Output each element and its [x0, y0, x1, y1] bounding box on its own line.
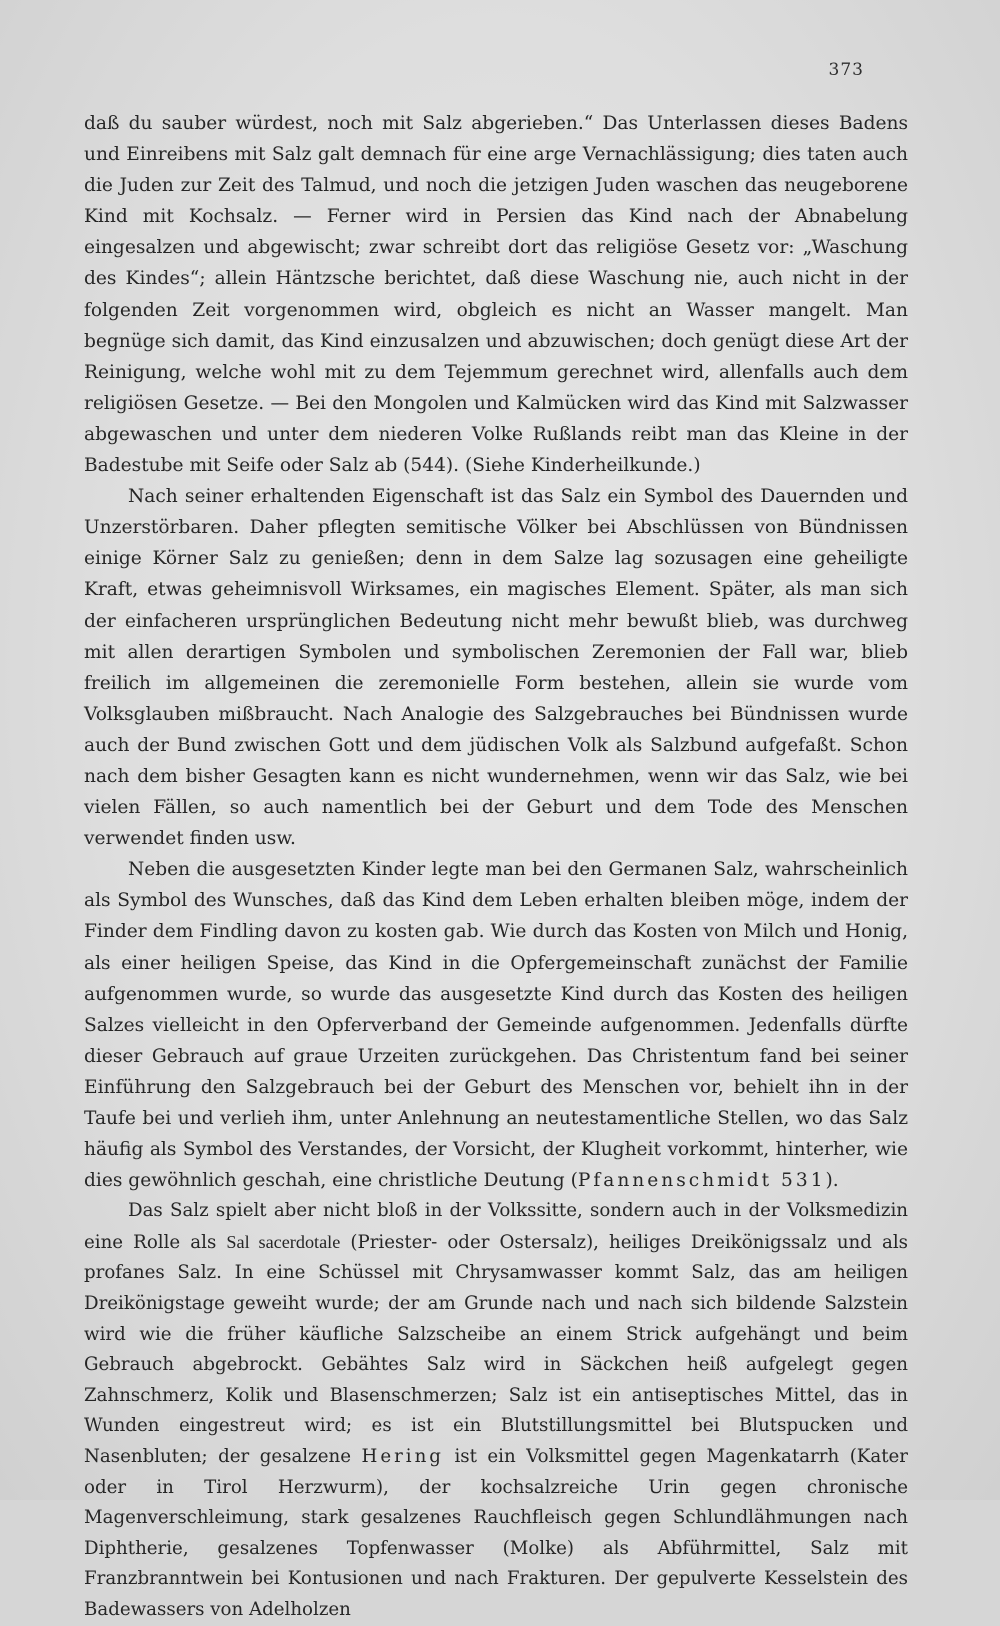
paragraph-3-end: ). [825, 1170, 839, 1192]
body-text [84, 108, 908, 1626]
paragraph-1: daß du sauber würdest, noch mit Salz abgerieben.“ Das Unterlassen dieses Badens und Einreibens mit Salz galt demnach für eine arge Vernachlässigung; dies taten auch die Juden zur Zeit des Talmud, und noch die jetzigen Juden waschen das neugeborene Kind mit Kochsalz. — Ferner wird in Persien das Kind nach der Abnabelung eingesalzen und abgewischt; zwar schreibt dort das religiöse Gesetz vor: „Waschung des Kindes“; allein Häntzsche berichtet, daß diese Waschung nie, auch nicht in der folgenden Zeit vorgenommen wird, obgleich es nicht an Wasser mangelt. Man begnüge sich damit, das Kind einzusalzen und abzuwischen; doch genügt diese Art der Reinigung, welche wohl mit zu dem Tejemmum gerechnet wird, allenfalls auch dem religiösen Gesetze. — Bei den Mongolen und Kalmücken wird das Kind mit Salzwasser abgewaschen und unter dem niederen Volke Rußlands reibt man das Kleine in der Badestube mit Seife oder Salz ab (544). (Siehe Kinderheilkunde.) [84, 113, 908, 477]
paragraph-4 [84, 1196, 908, 1625]
latin-term: Sal sacerdotale [226, 1231, 341, 1252]
paragraph-4-text-a: Das Salz spielt aber nicht bloß in der Volkssitte, sondern auch in der Volksmedizin eine Rolle als [84, 1200, 908, 1253]
page-number: 373 [828, 60, 864, 80]
paragraph-2: Nach seiner erhaltenden Eigenschaft ist das Salz ein Symbol des Dauernden und Unzerstörbaren. Daher pflegten semitische Völker bei Abschlüssen von Bündnissen einige Körner Salz zu genießen; denn in dem Salze lag sozusagen eine geheiligte Kraft, etwas geheimnisvoll Wirksames, ein magisches Element. Später, als man sich der einfacheren ursprünglichen Bedeutung nicht mehr bewußt blieb, was durchweg mit allen derartigen Symbolen und symbolischen Zeremonien der Fall war, blieb freilich im allgemeinen die zeremonielle Form bestehen, allein sie wurde vom Volksglauben mißbraucht. Nach Analogie des Salzgebrauches bei Bündnissen wurde auch der Bund zwischen Gott und dem jüdischen Volk als Salzbund aufgefaßt. Schon nach dem bisher Gesagten kann es nicht wundernehmen, wenn wir das Salz, wie bei vielen Fällen, so auch namentlich bei der Geburt und dem Tode des Menschen verwendet finden usw. [84, 486, 908, 850]
reference-citation: Pfannenschmidt 531 [577, 1170, 826, 1192]
paragraph-4-text-c: ist ein Volksmittel gegen Magenkatarrh (Kater oder in Tirol Herzwurm), der kochsalzreiche Urin gegen chronische Magenverschleimung, stark gesalzenes Rauchfleisch gegen Schlundlähmungen nach Diphtherie, gesalzenes Topfenwasser (Molke) als Abführmittel, Salz mit Franzbranntwein bei Kontusionen und nach Frakturen. Der gepulverte Kesselstein des Badewassers von Adelholzen [84, 1446, 908, 1620]
paragraph-3 [84, 854, 908, 1196]
emphasized-word: Hering [361, 1446, 444, 1468]
paragraph-3-text: Neben die ausgesetzten Kinder legte man bei den Germanen Salz, wahrscheinlich als Symbol des Wunsches, daß das Kind dem Leben erhalten bleiben möge, indem der Finder dem Findling davon zu kosten gab. Wie durch das Kosten von Milch und Honig, als einer heiligen Speise, das Kind in die Opfergemeinschaft zunächst der Familie aufgenommen wurde, so wurde das ausgesetzte Kind durch das Kosten des heiligen Salzes vielleicht in den Opferverband der Gemeinde aufgenommen. Jedenfalls dürfte dieser Gebrauch auf graue Urzeiten zurückgehen. Das Christentum fand bei seiner Einführung den Salzgebrauch bei der Geburt des Menschen vor, behielt ihn in der Taufe bei und verlieh ihm, unter Anlehnung an neutestamentliche Stellen, wo das Salz häufig als Symbol des Verstandes, der Vorsicht, der Klugheit vorkommt, hinterher, wie dies gewöhnlich geschah, eine christliche Deutung ( [84, 859, 908, 1192]
paragraph-4-text-b: (Priester- oder Ostersalz), heiliges Dreikönigssalz und als profanes Salz. In eine Schüssel mit Chrysamwasser kommt Salz, das am heiligen Dreikönigstage geweiht wurde; der am Grunde nach und nach sich bildende Salzstein wird wie die früher käufliche Salzscheibe an einem Strick aufgehängt und beim Gebrauch abgebrockt. Gebähtes Salz wird in Säckchen heiß aufgelegt gegen Zahnschmerz, Kolik und Blasenschmerzen; Salz ist ein antiseptisches Mittel, das in Wunden eingestreut wird; es ist ein Blutstillungsmittel bei Blutspucken und Nasenbluten; der gesalzene [84, 1231, 908, 1468]
